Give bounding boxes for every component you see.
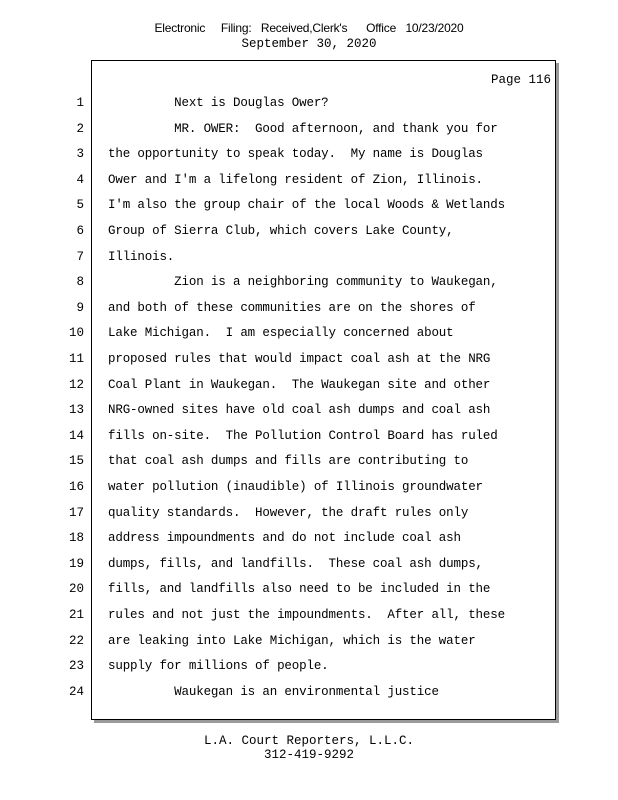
transcript-line: fills on-site. The Pollution Control Board has ruled bbox=[108, 429, 498, 443]
line-number: 3 bbox=[76, 147, 84, 161]
line-number: 8 bbox=[76, 275, 84, 289]
transcript-line: Waukegan is an environmental justice bbox=[108, 685, 439, 699]
line-number: 4 bbox=[76, 173, 84, 187]
line-number: 10 bbox=[68, 326, 84, 340]
line-number: 20 bbox=[68, 582, 84, 596]
line-number: 23 bbox=[68, 659, 84, 673]
transcript-line: Ower and I'm a lifelong resident of Zion, Illinois. bbox=[108, 173, 483, 187]
line-number: 9 bbox=[76, 301, 84, 315]
transcript-line: Coal Plant in Waukegan. The Waukegan site and other bbox=[108, 378, 491, 392]
transcript-line: dumps, fills, and landfills. These coal ash dumps, bbox=[108, 557, 483, 571]
line-number: 21 bbox=[68, 608, 84, 622]
transcript-line: proposed rules that would impact coal ash at the NRG bbox=[108, 352, 491, 366]
transcript-line: Next is Douglas Ower? bbox=[108, 96, 329, 110]
transcript-line: I'm also the group chair of the local Woods & Wetlands bbox=[108, 198, 505, 212]
transcript-line: the opportunity to speak today. My name is Douglas bbox=[108, 147, 483, 161]
transcript-line: Lake Michigan. I am especially concerned about bbox=[108, 326, 454, 340]
transcript-line: address impoundments and do not include coal ash bbox=[108, 531, 461, 545]
transcript-line: that coal ash dumps and fills are contributing to bbox=[108, 454, 469, 468]
page-number: Page 116 bbox=[490, 73, 551, 87]
line-number: 14 bbox=[68, 429, 84, 443]
transcript-line: supply for millions of people. bbox=[108, 659, 329, 673]
line-number: 22 bbox=[68, 634, 84, 648]
transcript-line: and both of these communities are on the shores of bbox=[108, 301, 476, 315]
line-number: 18 bbox=[68, 531, 84, 545]
transcript-line: are leaking into Lake Michigan, which is the water bbox=[108, 634, 476, 648]
line-number: 12 bbox=[68, 378, 84, 392]
line-number: 1 bbox=[76, 96, 84, 110]
transcript-line: NRG-owned sites have old coal ash dumps and coal ash bbox=[108, 403, 491, 417]
line-number: 15 bbox=[68, 454, 84, 468]
line-number: 19 bbox=[68, 557, 84, 571]
line-number: 17 bbox=[68, 506, 84, 520]
footer-company: L.A. Court Reporters, L.L.C. bbox=[203, 734, 415, 748]
footer-phone: 312-419-9292 bbox=[263, 748, 354, 762]
transcript-line: Group of Sierra Club, which covers Lake County, bbox=[108, 224, 454, 238]
line-number: 16 bbox=[68, 480, 84, 494]
line-number: 7 bbox=[76, 250, 84, 264]
transcript-line: fills, and landfills also need to be included in the bbox=[108, 582, 491, 596]
transcript-line: rules and not just the impoundments. After all, these bbox=[108, 608, 505, 622]
line-number: 6 bbox=[76, 224, 84, 238]
line-number: 11 bbox=[68, 352, 84, 366]
transcript-line: Zion is a neighboring community to Waukegan, bbox=[108, 275, 498, 289]
line-number: 13 bbox=[68, 403, 84, 417]
line-number: 24 bbox=[68, 685, 84, 699]
transcript-line: Illinois. bbox=[108, 250, 175, 264]
transcript-date: September 30, 2020 bbox=[241, 37, 377, 51]
transcript-line: water pollution (inaudible) of Illinois groundwater bbox=[108, 480, 483, 494]
line-number: 2 bbox=[76, 122, 84, 136]
transcript-line: quality standards. However, the draft rules only bbox=[108, 506, 469, 520]
transcript-line: MR. OWER: Good afternoon, and thank you for bbox=[108, 122, 498, 136]
line-number: 5 bbox=[76, 198, 84, 212]
filing-stamp: Electronic Filing: Received,Clerk's Office 10/23/2020 bbox=[154, 21, 464, 35]
